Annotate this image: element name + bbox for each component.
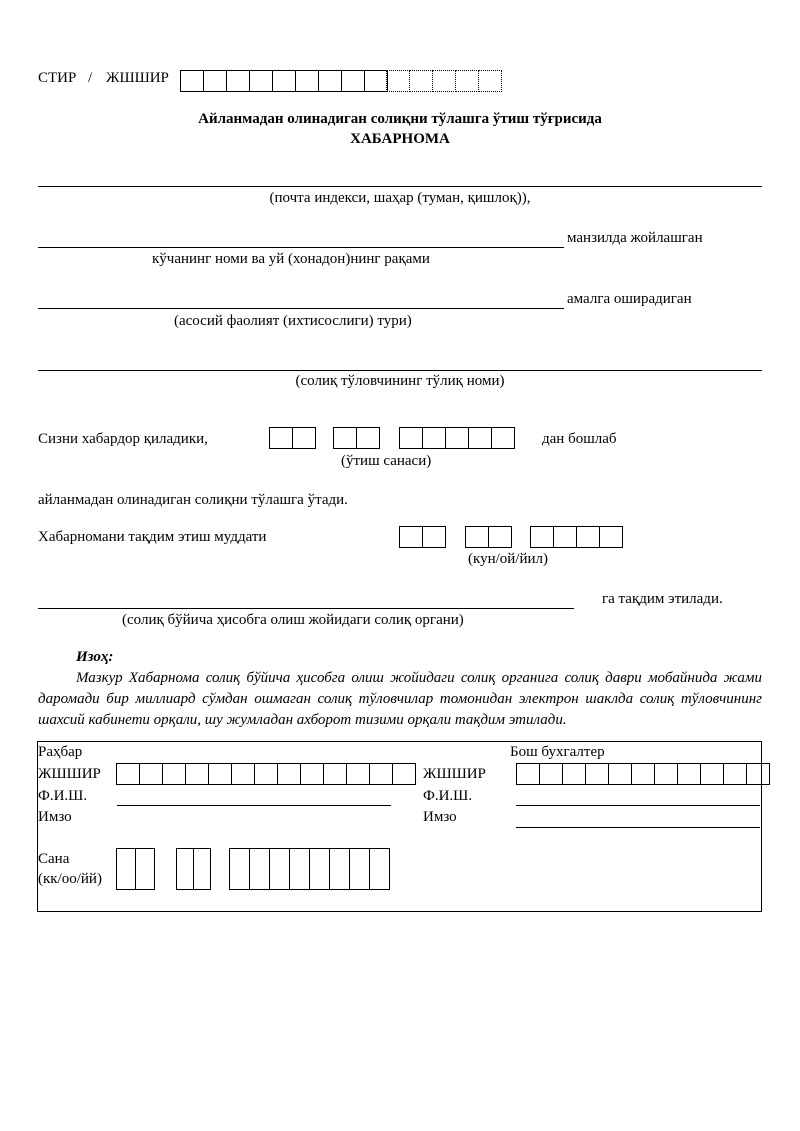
street-suffix: манзилда жойлашган — [567, 230, 703, 246]
deadline-label: Хабарномани тақдим этиш муддати — [38, 529, 267, 545]
authority-suffix: га тақдим этилади. — [602, 591, 723, 607]
date-label: Сана — [38, 851, 70, 867]
head-fio-label: Ф.И.Ш. — [38, 788, 88, 804]
authority-caption: (солиқ бўйича ҳисобга олиш жойидаги солиқ органи) — [122, 612, 464, 628]
notify-suffix: дан бошлаб — [542, 431, 617, 447]
accountant-signature-line[interactable] — [516, 827, 760, 828]
jshshir-extra-cells[interactable] — [386, 70, 502, 92]
note-text: Мазкур Хабарнома солиқ бўйича ҳисобга олиш жойидаги солиқ органига солиқ даври мобайнида жами даромади бир миллиард сўмдан ошмаган солиқ тўловчилар томонидан электрон шаклда солиқ тўловчининг шахсий кабинети орқали, шу жумладан ахборот тизими орқали тақдим этилади. — [38, 670, 762, 728]
sign-day-cells[interactable] — [116, 848, 155, 870]
deadline-day-cells[interactable] — [399, 526, 446, 548]
address-line[interactable] — [38, 186, 762, 187]
deadline-caption: (кун/ой/йил) — [468, 551, 548, 567]
stir-label: СТИР — [38, 70, 77, 86]
head-jshshir-label: ЖШШИР — [38, 766, 101, 782]
accountant-jshshir-cells[interactable] — [516, 763, 770, 785]
deadline-month-cells[interactable] — [465, 526, 512, 548]
address-caption: (почта индекси, шаҳар (туман, қишлоқ)), — [269, 190, 531, 206]
note-heading: Изоҳ: — [76, 649, 114, 665]
transition-day-cells[interactable] — [269, 427, 316, 449]
head-title: Раҳбар — [38, 744, 83, 760]
street-line[interactable] — [38, 247, 564, 248]
head-fio-line[interactable] — [117, 805, 391, 806]
activity-suffix: амалга оширадиган — [567, 291, 692, 307]
head-jshshir-cells[interactable] — [116, 763, 416, 785]
head-signature-label: Имзо — [38, 809, 72, 825]
accountant-fio-label: Ф.И.Ш. — [423, 788, 473, 804]
street-caption: кўчанинг номи ва уй (хонадон)нинг рақами — [152, 251, 430, 267]
notify-prefix: Сизни хабардор қиладики, — [38, 431, 208, 447]
taxpayer-name-line[interactable] — [38, 370, 762, 371]
document-heading: ХАБАРНОМА — [350, 131, 450, 147]
accountant-signature-label: Имзо — [423, 809, 457, 825]
sign-year-cells[interactable] — [229, 848, 390, 870]
accountant-title: Бош бухгалтер — [510, 744, 605, 760]
transition-year-cells[interactable] — [399, 427, 515, 449]
accountant-jshshir-label: ЖШШИР — [423, 766, 486, 782]
sign-month-cells[interactable] — [176, 848, 211, 870]
activity-caption: (асосий фаолият (ихтисослиги) тури) — [174, 313, 412, 329]
tax-authority-line[interactable] — [38, 608, 574, 609]
notify-continuation: айланмадан олинадиган солиқни тўлашга ўтади. — [38, 492, 348, 508]
accountant-fio-line[interactable] — [516, 805, 760, 806]
stir-input-cells[interactable] — [180, 70, 388, 92]
transition-month-cells[interactable] — [333, 427, 380, 449]
date-format-label: (кк/оо/йй) — [38, 871, 102, 887]
activity-line[interactable] — [38, 308, 564, 309]
transition-date-caption: (ўтиш санаси) — [341, 453, 432, 469]
deadline-year-cells[interactable] — [530, 526, 623, 548]
slash-separator: / — [88, 70, 93, 86]
document-title: Айланмадан олинадиган солиқни тўлашга ўтиш тўғрисида — [198, 111, 602, 127]
jshshir-label: ЖШШИР — [106, 70, 169, 86]
taxpayer-caption: (солиқ тўловчининг тўлиқ номи) — [295, 373, 505, 389]
